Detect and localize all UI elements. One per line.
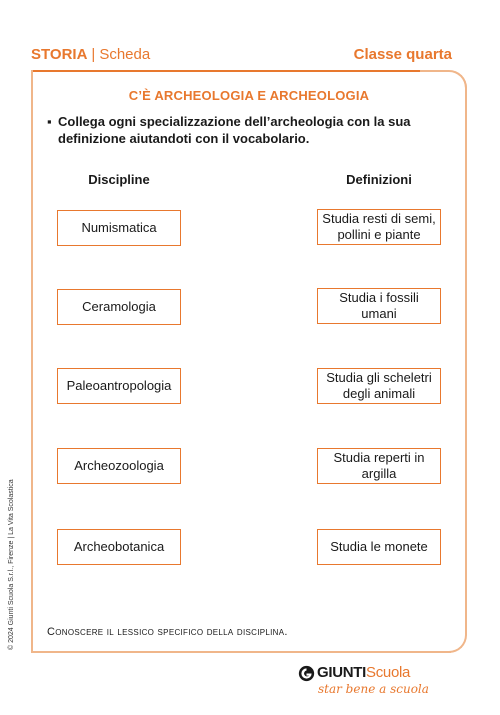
sheet-type: Scheda [99,46,151,63]
content-frame [31,70,467,653]
instruction [47,113,447,147]
publisher-logo [298,664,448,700]
learning-objective: Conoscere il lessico specifico della disciplina. [47,626,288,638]
discipline-box-archeobotanica[interactable]: Archeobotanica [57,529,181,565]
header-separator: | [91,46,96,63]
bullet-icon: ▪ [47,114,52,129]
discipline-box-paleoantropologia[interactable]: Paleoantropologia [57,368,181,404]
giunti-logo-icon [298,665,315,682]
brand-accent: Scuola [366,664,411,681]
copyright-notice [8,460,20,660]
definition-box-semi-pollini-piante[interactable]: Studia resti di semi, pollini e piante [317,209,441,245]
discipline-box-archeozoologia[interactable]: Archeozoologia [57,448,181,484]
definition-box-fossili-umani[interactable]: Studia i fossili umani [317,288,441,324]
brand-main: GIUNTI [317,664,367,681]
definition-box-monete[interactable]: Studia le monete [317,529,441,565]
definition-box-reperti-argilla[interactable]: Studia reperti in argilla [317,448,441,484]
definition-box-scheletri-animali[interactable]: Studia gli scheletri degli animali [317,368,441,404]
subject-name: STORIA [31,46,88,63]
worksheet-title: C’È ARCHEOLOGIA E ARCHEOLOGIA [128,88,370,103]
discipline-box-numismatica[interactable]: Numismatica [57,210,181,246]
column-header-discipline: Discipline [88,172,150,187]
discipline-box-ceramologia[interactable]: Ceramologia [57,289,181,325]
grade-label: Classe quarta [353,46,452,63]
brand-tagline: star bene a scuola [318,682,429,696]
copyright-text: © 2024 Giunti Scuola S.r.l., Firenze | La Vita Scolastica [8,479,15,650]
brand-name [317,664,410,681]
column-header-definizioni: Definizioni [346,172,412,187]
instruction-text: Collega ogni specializzazione dell’archeologia con la sua definizione aiutandoti con il vocabolario. [58,114,411,146]
subject-label [31,46,150,63]
page-header [31,46,452,68]
